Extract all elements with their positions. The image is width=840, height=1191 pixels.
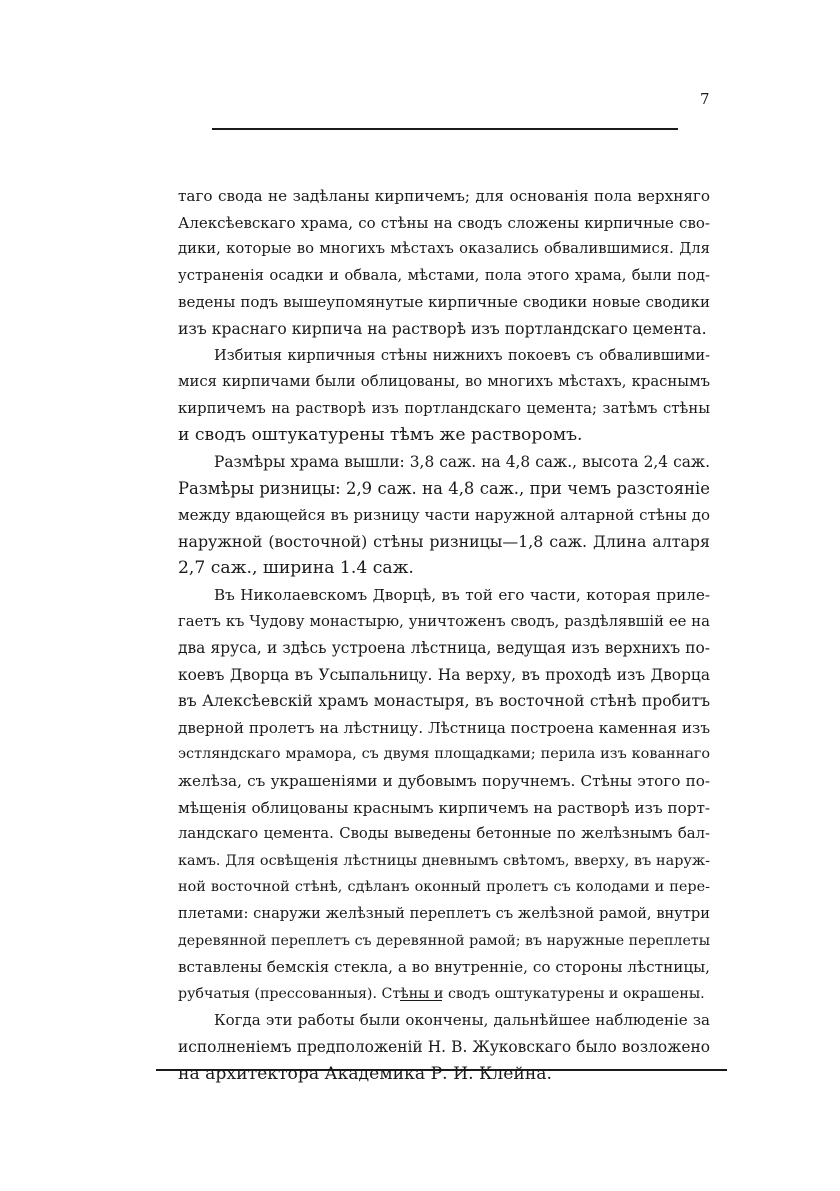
text-line: таго свода не задѣланы кирпичемъ; для основанія пола верхняго [178,187,710,205]
text-line: эстляндскаго мрамора, съ двумя площадками; перила изъ кованнаго [178,746,710,763]
text-line: дверной пролетъ на лѣстницу. Лѣстница построена каменная изъ [178,718,710,737]
end-mark-rule [400,1000,442,1001]
text-line: два яруса, и здѣсь устроена лѣстница, ведущая изъ верхнихъ по- [178,639,710,658]
text-line: плетами: снаружи желѣзный переплетъ съ желѣзной рамой, внутри [178,905,710,923]
text-line: кирпичемъ на растворѣ изъ портландскаго цемента; затѣмъ стѣны [178,399,710,417]
text-line: Избитыя кирпичныя стѣны нижнихъ покоевъ съ обвалившими- [214,346,710,364]
text-line: исполненіемъ предположеній Н. В. Жуковскаго было возложено [178,1038,710,1056]
text-line: Въ Николаевскомъ Дворцѣ, въ той его части, которая приле- [214,585,710,604]
paragraph [178,1007,710,1087]
text-line: Когда эти работы были окончены, дальнѣйшее наблюденіе за [214,1011,710,1030]
text-line: между вдающейся въ ризницу части наружной алтарной стѣны до [178,506,710,525]
text-line: ной восточной стѣнѣ, сдѣланъ оконный пролетъ съ колодами и пере- [178,879,710,896]
text-line: деревянной переплетъ съ деревянной рамой; въ наружные переплеты [178,932,710,949]
paragraph [178,183,710,343]
text-line: мися кирпичами были облицованы, во многихъ мѣстахъ, краснымъ [178,373,710,391]
text-line: камъ. Для освѣщенія лѣстницы дневнымъ свѣтомъ, вверху, въ наруж- [178,852,710,869]
text-line: коевъ Дворца въ Усыпальницу. На верху, въ проходѣ изъ Дворца [178,665,710,684]
text-line: 2,7 саж., ширина 1.4 саж. [178,558,414,579]
page-number: 7 [700,90,710,108]
text-line: Размѣры храма вышли: 3,8 саж. на 4,8 саж., высота 2,4 саж. [214,452,710,471]
text-line: устраненія осадки и обвала, мѣстами, пола этого храма, были под- [178,266,710,284]
paragraph [178,343,710,449]
text-line: ведены подъ вышеупомянутые кирпичные сводики новые сводики [178,293,710,312]
text-line: наружной (восточной) стѣны ризницы—1,8 саж. Длина алтаря [178,531,710,551]
bottom-divider [156,1069,727,1071]
text-line: ландскаго цемента. Своды выведены бетонные по желѣзнымъ бал- [178,825,710,843]
paragraph [178,582,710,1008]
text-line: мѣщенія облицованы краснымъ кирпичемъ на растворѣ изъ порт- [178,798,710,817]
text-line: Алексѣевскаго храма, со стѣны на сводъ сложены кирпичные сво- [178,213,710,232]
text-line: въ Алексѣевскій храмъ монастыря, въ восточной стѣнѣ пробитъ [178,692,710,711]
top-divider [212,128,678,130]
text-line: желѣза, съ украшеніями и дубовымъ поручнемъ. Стѣны этого по- [178,772,710,791]
text-line: и сводъ оштукатурены тѣмъ же растворомъ. [178,425,583,446]
text-line: изъ краснаго кирпича на растворѣ изъ портландскаго цемента. [178,319,707,338]
text-line: на архитектора Академика Р. И. Клейна. [178,1063,553,1084]
text-line: гаетъ къ Чудову монастырю, уничтоженъ сводъ, раздѣлявшій ее на [178,612,710,630]
text-line: Размѣры ризницы: 2,9 саж. на 4,8 саж., при чемъ разстояніе [178,478,710,498]
body-text [178,183,710,1087]
text-line: дики, которые во многихъ мѣстахъ оказались обвалившимися. Для [178,240,710,258]
paragraph [178,449,710,582]
text-line: рубчатыя (прессованныя). Стѣны и сводъ оштукатурены и окрашены. [178,985,705,1002]
text-line: вставлены бемскія стекла, а во внутренніе, со стороны лѣстницы, [178,958,710,977]
